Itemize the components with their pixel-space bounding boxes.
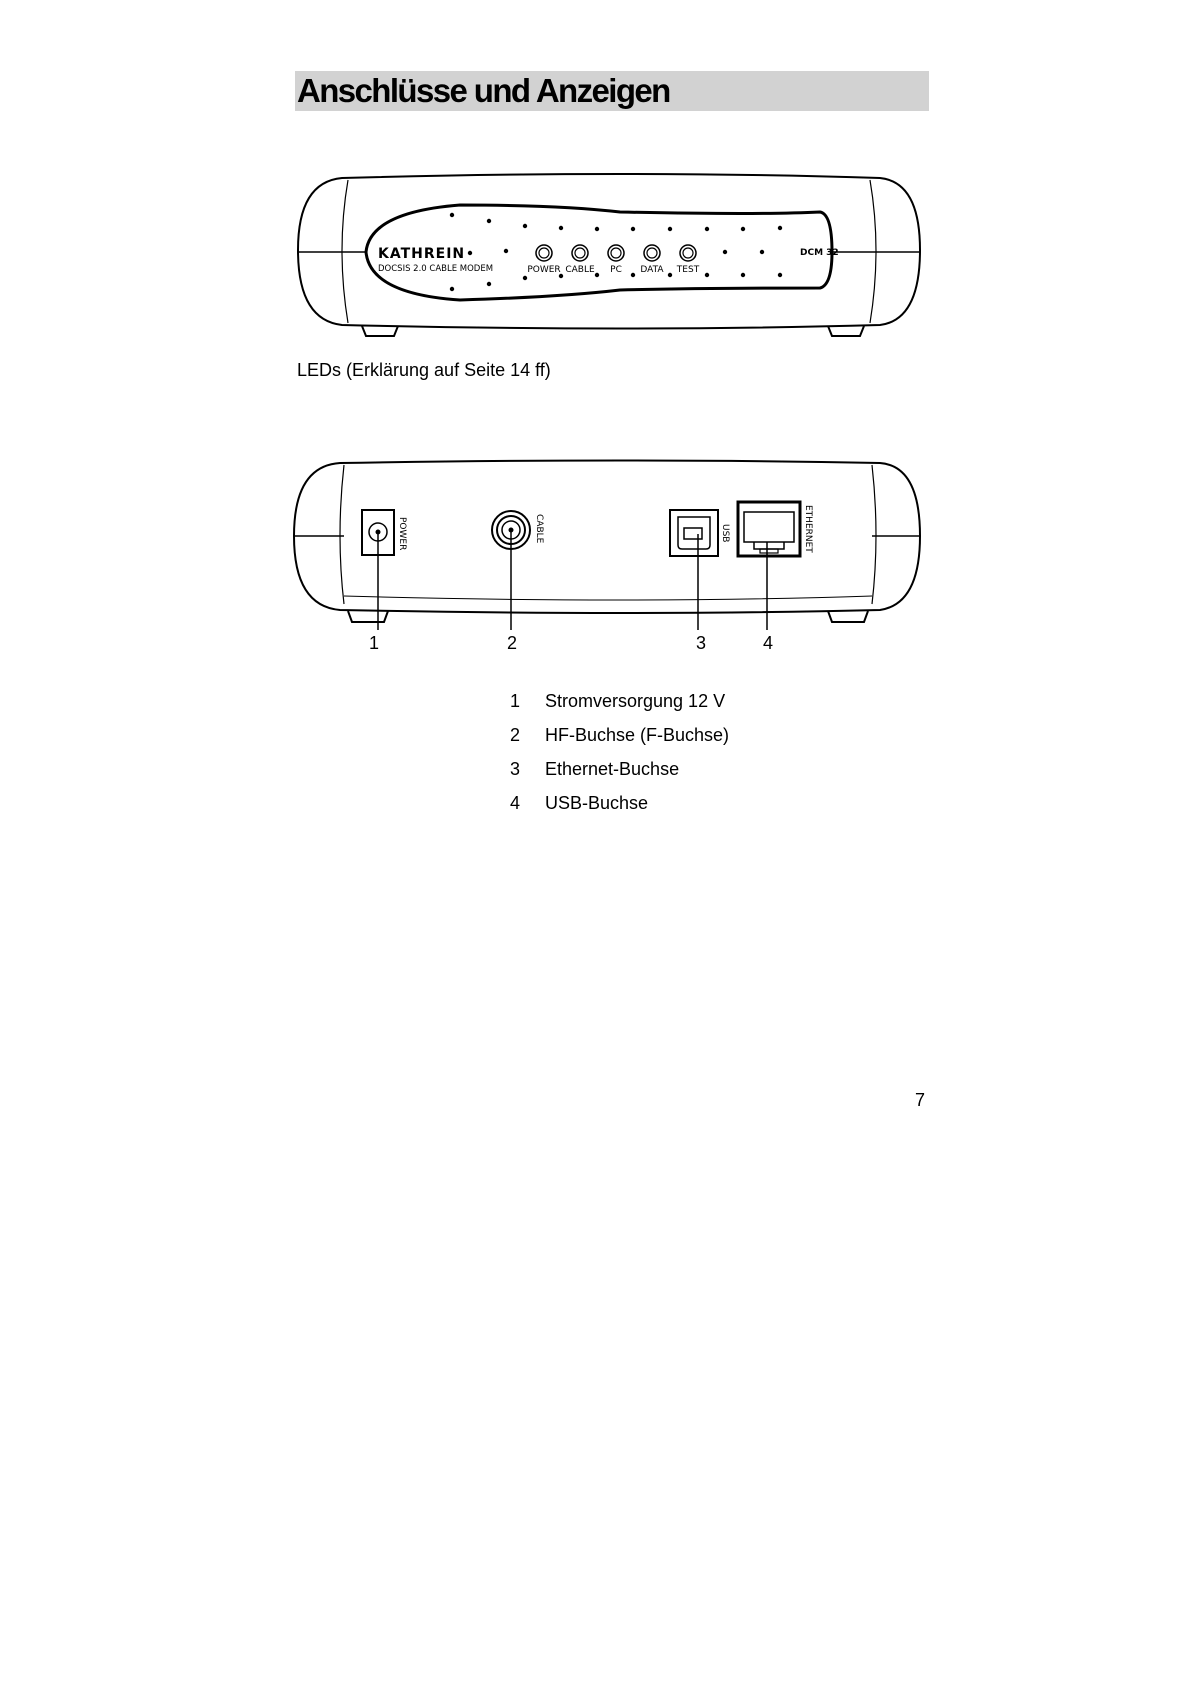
page-number: 7 bbox=[915, 1090, 926, 1110]
led-label: PC bbox=[610, 265, 622, 275]
callout-4: 4 bbox=[763, 633, 774, 653]
ethernet-port bbox=[738, 502, 813, 556]
callout-2: 2 bbox=[507, 633, 518, 653]
legend-item bbox=[510, 723, 729, 757]
power-port bbox=[362, 510, 407, 555]
page-title: Anschlüsse und Anzeigen bbox=[297, 72, 670, 109]
legend-text: USB-Buchse bbox=[545, 793, 649, 813]
led-label: CABLE bbox=[565, 265, 595, 275]
legend-number: 4 bbox=[510, 793, 521, 813]
legend-item bbox=[510, 757, 729, 791]
brand-logo: KATHREIN bbox=[378, 246, 466, 262]
product-subtitle: DOCSIS 2.0 CABLE MODEM bbox=[378, 264, 494, 274]
connector-legend bbox=[510, 689, 729, 825]
legend-number: 3 bbox=[510, 759, 521, 779]
usb-port bbox=[670, 510, 730, 556]
legend-number: 2 bbox=[510, 725, 521, 745]
port-label: USB bbox=[720, 524, 730, 543]
port-label: CABLE bbox=[534, 514, 544, 544]
legend-text: Stromversorgung 12 V bbox=[545, 691, 726, 711]
legend-item bbox=[510, 791, 729, 825]
legend-text: Ethernet-Buchse bbox=[545, 759, 680, 779]
legend-text: HF-Buchse (F-Buchse) bbox=[545, 725, 730, 745]
legend-item bbox=[510, 689, 729, 723]
led-label: DATA bbox=[640, 265, 664, 275]
port-label: ETHERNET bbox=[803, 505, 813, 553]
front-caption: LEDs (Erklärung auf Seite 14 ff) bbox=[297, 360, 551, 380]
callout-1: 1 bbox=[369, 633, 380, 653]
port-label: POWER bbox=[397, 517, 407, 551]
rear-view-illustration bbox=[0, 0, 1192, 680]
led-label: TEST bbox=[676, 265, 700, 275]
cable-port bbox=[492, 511, 544, 549]
callout-3: 3 bbox=[696, 633, 707, 653]
model-label: DCM 32 bbox=[800, 248, 839, 258]
legend-number: 1 bbox=[510, 691, 521, 711]
led-label: POWER bbox=[527, 265, 561, 275]
